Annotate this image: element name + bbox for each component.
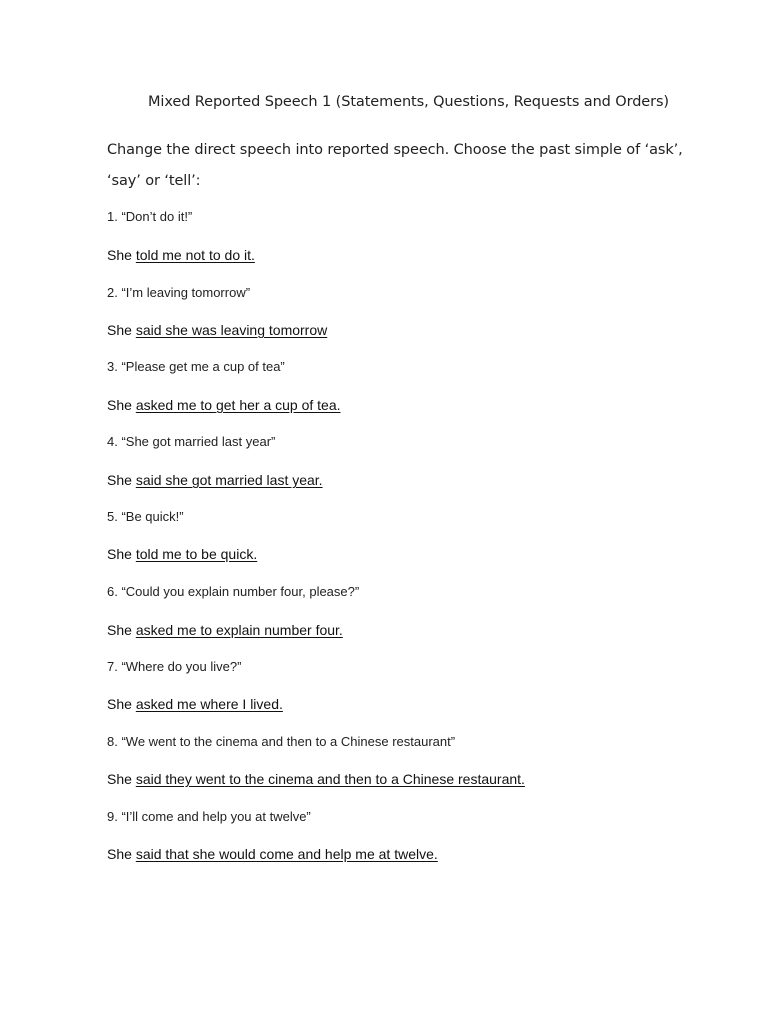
instructions-line-1: Change the direct speech into reported speech. Choose the past simple of ‘ask’, bbox=[107, 142, 683, 158]
answer-text: asked me where I lived. bbox=[135, 696, 283, 712]
question-7: 7. “Where do you live?” bbox=[107, 659, 242, 674]
answer-line-5 bbox=[107, 546, 257, 562]
instructions-line-2: ‘say’ or ‘tell’: bbox=[107, 173, 201, 189]
question-5: 5. “Be quick!” bbox=[107, 509, 184, 524]
answer-line-8 bbox=[107, 771, 525, 787]
answer-subject: She bbox=[107, 472, 132, 488]
answer-text: said they went to the cinema and then to a Chinese restaurant. bbox=[135, 771, 525, 787]
answer-subject: She bbox=[107, 397, 132, 413]
question-4: 4. “She got married last year” bbox=[107, 434, 276, 449]
answer-line-1 bbox=[107, 247, 255, 263]
answer-line-9 bbox=[107, 846, 438, 862]
answer-line-4 bbox=[107, 472, 323, 488]
answer-subject: She bbox=[107, 546, 132, 562]
question-9: 9. “I’ll come and help you at twelve” bbox=[107, 809, 311, 824]
answer-text: asked me to explain number four. bbox=[135, 622, 343, 638]
answer-text: told me not to do it. bbox=[135, 247, 255, 263]
answer-line-2 bbox=[107, 322, 327, 338]
question-8: 8. “We went to the cinema and then to a Chinese restaurant” bbox=[107, 734, 456, 749]
question-3: 3. “Please get me a cup of tea” bbox=[107, 359, 285, 374]
answer-subject: She bbox=[107, 322, 132, 338]
answer-subject: She bbox=[107, 771, 132, 787]
answer-line-6 bbox=[107, 622, 343, 638]
answer-text: said that she would come and help me at twelve. bbox=[135, 846, 438, 862]
answer-line-7 bbox=[107, 696, 283, 712]
answer-text: said she got married last year. bbox=[135, 472, 323, 488]
question-6: 6. “Could you explain number four, please?” bbox=[107, 584, 360, 599]
question-1: 1. “Don’t do it!” bbox=[107, 209, 193, 224]
answer-text: asked me to get her a cup of tea. bbox=[135, 397, 341, 413]
answer-subject: She bbox=[107, 846, 132, 862]
answer-text: said she was leaving tomorrow bbox=[135, 322, 328, 338]
worksheet-title: Mixed Reported Speech 1 (Statements, Questions, Requests and Orders) bbox=[148, 94, 669, 110]
answer-subject: She bbox=[107, 696, 132, 712]
question-2: 2. “I’m leaving tomorrow” bbox=[107, 285, 251, 300]
answer-subject: She bbox=[107, 247, 132, 263]
answer-subject: She bbox=[107, 622, 132, 638]
answer-text: told me to be quick. bbox=[135, 546, 258, 562]
answer-line-3 bbox=[107, 397, 341, 413]
